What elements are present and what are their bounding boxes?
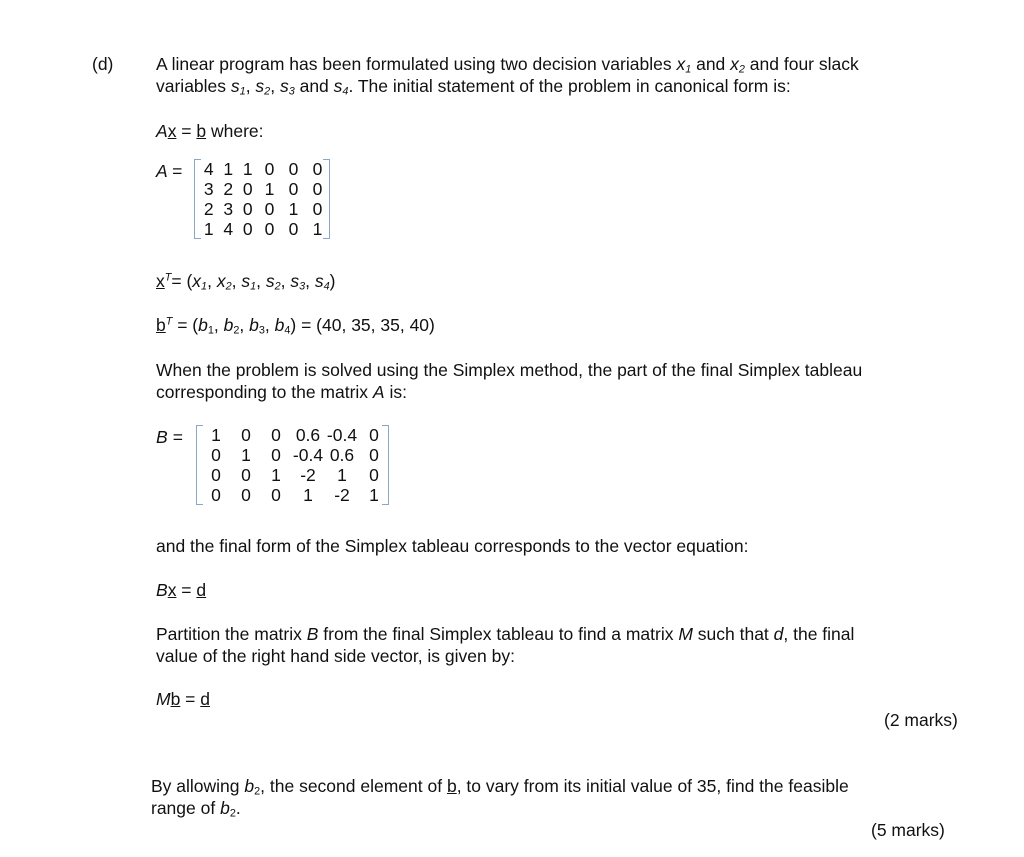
range-question-line-1: By allowing $b_2$, the second element of b, to vary from its initial value of 35, find the feasible bbox=[151, 776, 849, 798]
matrix-cell: 3 bbox=[223, 199, 234, 219]
matrix-cell: 0 bbox=[241, 485, 251, 505]
matrix-cell: 0 bbox=[241, 425, 251, 445]
matrix-b-label: B = bbox=[156, 427, 183, 447]
matrix-cell: 1 bbox=[312, 219, 323, 239]
matrix-cell: -0.4 bbox=[326, 425, 358, 445]
part-label: (d) bbox=[92, 54, 114, 74]
matrix-cell: 0 bbox=[264, 219, 275, 239]
matrix-a bbox=[194, 159, 330, 239]
matrix-cell: 0 bbox=[288, 179, 299, 199]
matrix-cell: 0.6 bbox=[295, 425, 321, 445]
matrix-cell: 2 bbox=[203, 199, 214, 219]
matrix-cell: 1 bbox=[303, 485, 313, 505]
matrix-cell: 1 bbox=[223, 159, 234, 179]
matrix-cell: 0 bbox=[211, 485, 221, 505]
matrix-cell: 1 bbox=[264, 179, 275, 199]
matrix-cell: 0 bbox=[369, 465, 379, 485]
matrix-cell: 0 bbox=[312, 159, 323, 179]
matrix-cell: 0 bbox=[242, 219, 253, 239]
matrix-cell: 0 bbox=[242, 199, 253, 219]
equation-bx-d: Bx = d bbox=[156, 580, 207, 600]
b-transpose-definition: $b^T = (b_1$, $b_2$, $b_3$, $b_4) = (40$, 35, 35, 40) bbox=[156, 315, 435, 337]
matrix-cell: 0 bbox=[241, 465, 251, 485]
matrix-cell: 1 bbox=[203, 219, 214, 239]
matrix-cell: 1 bbox=[241, 445, 251, 465]
simplex-text-line-1: When the problem is solved using the Simplex method, the part of the final Simplex tableau bbox=[156, 360, 863, 380]
simplex-text-line-2: corresponding to the matrix A is: bbox=[156, 382, 407, 402]
range-question-line-2: range of $b_2$. bbox=[151, 798, 241, 820]
matrix-cell: 0 bbox=[369, 445, 379, 465]
matrix-b-left-bracket bbox=[196, 425, 203, 505]
matrix-cell: 0.6 bbox=[329, 445, 355, 465]
matrix-a-row bbox=[199, 179, 330, 199]
matrix-cell: 0 bbox=[264, 159, 275, 179]
marks-2: (2 marks) bbox=[884, 710, 958, 730]
matrix-a-left-bracket bbox=[194, 159, 201, 239]
matrix-cell: 0 bbox=[312, 199, 323, 219]
intro-line-1: A linear program has been formulated using two decision variables $x_1$ and $x_2$ and four slack bbox=[156, 54, 859, 76]
matrix-cell: 0 bbox=[312, 179, 323, 199]
matrix-a-row bbox=[199, 159, 330, 179]
matrix-cell: -0.4 bbox=[292, 445, 324, 465]
matrix-cell: 0 bbox=[211, 445, 221, 465]
matrix-cell: 0 bbox=[288, 159, 299, 179]
x-transpose-definition: $x^T= (x_1$, $x_2$, $s_1$, $s_2$, $s_3$, $s_4$) bbox=[156, 271, 336, 293]
matrix-cell: -2 bbox=[300, 465, 316, 485]
matrix-b-right-bracket bbox=[382, 425, 389, 505]
matrix-cell: -2 bbox=[334, 485, 350, 505]
matrix-a-label: A = bbox=[156, 161, 183, 181]
matrix-cell: 0 bbox=[288, 219, 299, 239]
matrix-cell: 0 bbox=[264, 199, 275, 219]
matrix-cell: 0 bbox=[211, 465, 221, 485]
partition-text-line-1: Partition the matrix B from the final Simplex tableau to find a matrix M such that d, the final bbox=[156, 624, 855, 644]
matrix-a-right-bracket bbox=[323, 159, 330, 239]
matrix-cell: 1 bbox=[369, 485, 379, 505]
final-form-text: and the final form of the Simplex tableau corresponds to the vector equation: bbox=[156, 536, 749, 556]
matrix-b-row bbox=[201, 485, 389, 505]
matrix-cell: 1 bbox=[271, 465, 281, 485]
matrix-cell: 0 bbox=[242, 179, 253, 199]
partition-text-line-2: value of the right hand side vector, is given by: bbox=[156, 646, 515, 666]
matrix-cell: 0 bbox=[271, 425, 281, 445]
matrix-cell: 3 bbox=[203, 179, 214, 199]
equation-ax-b: Ax = b where: bbox=[156, 121, 264, 141]
matrix-cell: 4 bbox=[223, 219, 234, 239]
matrix-b-row bbox=[201, 425, 389, 445]
matrix-cell: 0 bbox=[369, 425, 379, 445]
matrix-b-row bbox=[201, 445, 389, 465]
marks-5: (5 marks) bbox=[871, 820, 945, 840]
intro-line-2: variables $s_1$, $s_2$, $s_3$ and $s_4$. The initial statement of the problem in canonical form is: bbox=[156, 76, 791, 98]
matrix-cell: 1 bbox=[337, 465, 347, 485]
equation-mb-d: Mb = d bbox=[156, 689, 210, 709]
matrix-a-row bbox=[199, 199, 330, 219]
matrix-b-row bbox=[201, 465, 389, 485]
matrix-cell: 1 bbox=[288, 199, 299, 219]
matrix-cell: 1 bbox=[242, 159, 253, 179]
matrix-cell: 4 bbox=[203, 159, 214, 179]
matrix-cell: 2 bbox=[223, 179, 234, 199]
matrix-cell: 0 bbox=[271, 485, 281, 505]
matrix-b bbox=[196, 425, 389, 505]
matrix-cell: 1 bbox=[211, 425, 221, 445]
matrix-cell: 0 bbox=[271, 445, 281, 465]
matrix-a-row bbox=[199, 219, 330, 239]
